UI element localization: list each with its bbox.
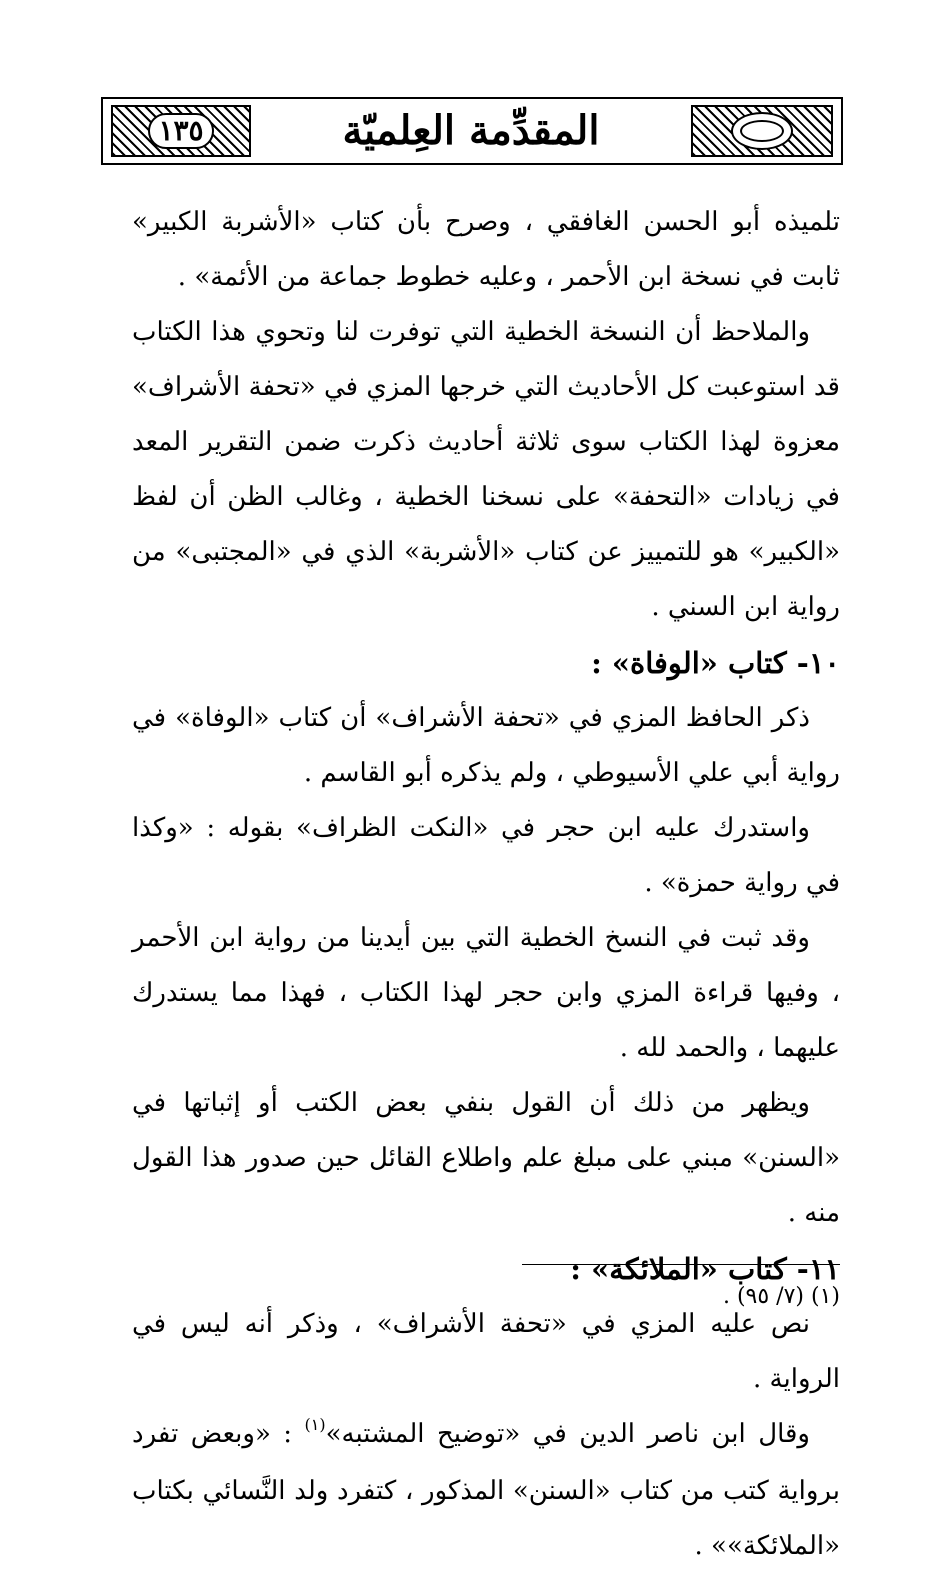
paragraph-8-rest: : «وبعض تفرد برواية كتب من كتاب «السنن» المذكور ، كتفرد ولد النَّسائي بكتاب «الملائكة»» . xyxy=(132,1419,840,1561)
footnote-1: (١) (٧/ ٩٥) . xyxy=(722,1284,840,1309)
running-title: المقدِّمة العِلميّة xyxy=(342,107,600,154)
header-ornament-left xyxy=(111,105,251,157)
paragraph-3: ذكر الحافظ المزي في «تحفة الأشراف» أن كتاب «الوفاة» في رواية أبي علي الأسيوطي ، ولم يذكره أبو القاسم . xyxy=(132,703,840,788)
paragraph-7: نص عليه المزي في «تحفة الأشراف» ، وذكر أنه ليس في الرواية . xyxy=(132,1309,840,1394)
paragraph-6: ويظهر من ذلك أن القول بنفي بعض الكتب أو إثباتها في «السنن» مبني على مبلغ علم واطلاع القائل حين صدور هذا القول منه . xyxy=(132,1088,840,1228)
book-seal-inner xyxy=(740,120,784,142)
footnote-divider xyxy=(522,1264,840,1265)
page-number: ١٣٥ xyxy=(148,113,213,150)
paragraph-4: واستدرك عليه ابن حجر في «النكت الظراف» بقوله : «وكذا في رواية حمزة» . xyxy=(132,813,840,898)
page-body xyxy=(132,195,840,1574)
book-seal-icon xyxy=(731,112,793,150)
paragraph-8-lead: وقال ابن ناصر الدين في «توضيح المشتبه» xyxy=(325,1419,810,1449)
footnote-ref[interactable]: (١) xyxy=(304,1415,326,1434)
running-header xyxy=(101,97,843,165)
paragraph-1: تلميذه أبو الحسن الغافقي ، وصرح بأن كتاب «الأشربة الكبير» ثابت في نسخة ابن الأحمر ، وعليه خطوط جماعة من الأئمة» . xyxy=(132,207,840,292)
section-heading-10: ١٠- كتاب «الوفاة» : xyxy=(591,646,840,680)
paragraph-5: وقد ثبت في النسخ الخطية التي بين أيدينا من رواية ابن الأحمر ، وفيها قراءة المزي وابن حجر لهذا الكتاب ، فهذا مما يستدرك عليهما ، والحمد لله . xyxy=(132,923,840,1063)
section-heading-11: ١١- كتاب «الملائكة» : xyxy=(570,1252,840,1286)
paragraph-2: والملاحظ أن النسخة الخطية التي توفرت لنا وتحوي هذا الكتاب قد استوعبت كل الأحاديث التي خرجها المزي في «تحفة الأشراف» معزوة لهذا الكتاب سوى ثلاثة أحاديث ذكرت ضمن التقرير المعد في زيادات «التحفة» على نسخنا الخطية ، وغالب الظن أن لفظ «الكبير» هو للتمييز عن كتاب «الأشربة» الذي في «المجتبى» من رواية ابن السني . xyxy=(132,317,840,622)
paragraph-8 xyxy=(132,1407,840,1574)
header-ornament-right xyxy=(691,105,833,157)
